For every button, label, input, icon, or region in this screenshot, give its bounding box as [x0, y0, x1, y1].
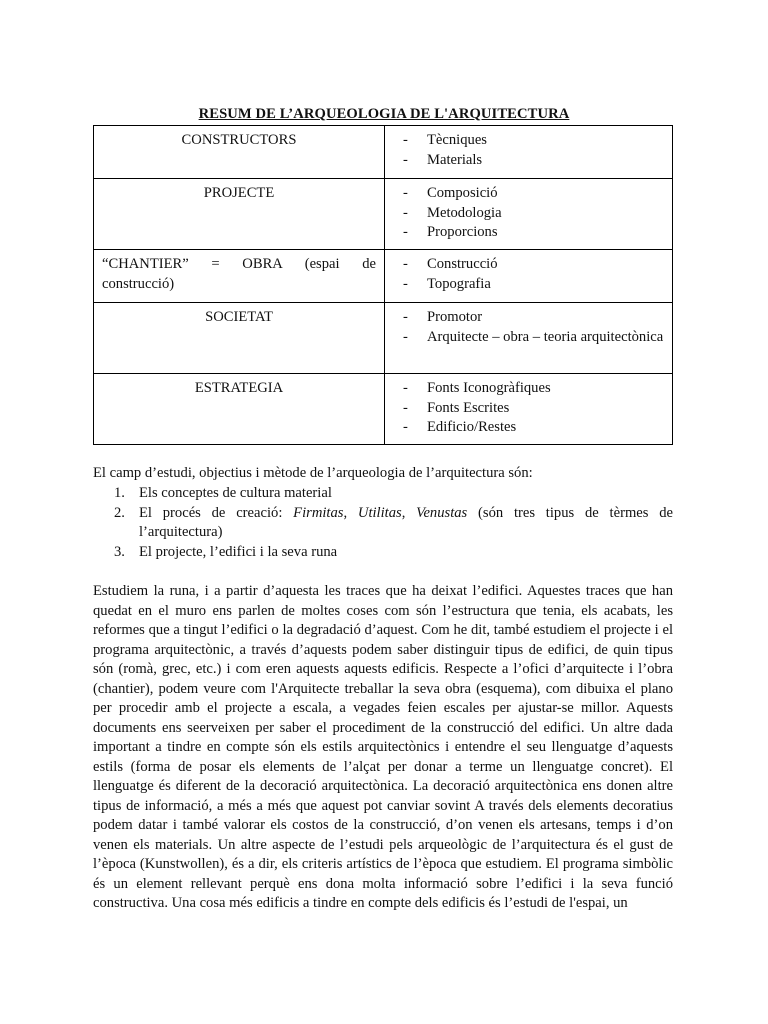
- intro-text: El camp d’estudi, objectius i mètode de l’arqueologia de l’arquitectura són:: [93, 465, 533, 481]
- page-title: RESUM DE L’ARQUEOLOGIA DE L'ARQUITECTURA: [198, 106, 570, 122]
- row-label: SOCIETAT: [94, 303, 385, 374]
- list-text: Els conceptes de cultura material: [139, 485, 332, 501]
- table-row: [94, 303, 673, 374]
- list-item: - Fonts Iconogràfiques: [393, 379, 664, 399]
- term-firmitas: Firmitas: [293, 504, 344, 521]
- numbered-list: [93, 484, 673, 562]
- term-venustas: Venustas: [416, 504, 468, 521]
- term-utilitas: Utilitas: [357, 504, 402, 521]
- list-item: - Proporcions: [393, 223, 664, 243]
- table-row: [94, 126, 673, 179]
- separator: ,: [343, 504, 358, 521]
- row-label: [94, 250, 385, 303]
- list-item: - Topografia: [393, 275, 664, 295]
- list-item: [93, 543, 673, 563]
- row-items: [385, 374, 673, 445]
- list-item: - Fonts Escrites: [393, 399, 664, 419]
- list-number: 3.: [114, 543, 125, 560]
- list-item: [93, 484, 673, 504]
- list-text: (són tres tipus de tèrmes de l’arquitectura): [139, 504, 674, 540]
- list-text: El projecte, l’edifici i la seva runa: [139, 543, 338, 560]
- list-item: - Edificio/Restes: [393, 418, 664, 438]
- row-label-line: “CHANTIER” = OBRA (espai de: [102, 256, 376, 272]
- list-item: - Materials: [393, 151, 664, 171]
- list-item: - Composició: [393, 184, 664, 204]
- row-label: CONSTRUCTORS: [94, 126, 385, 179]
- list-item: - Arquitecte – obra – teoria arquitectònica: [393, 328, 664, 348]
- list-number: 1.: [114, 485, 125, 501]
- row-items: [385, 179, 673, 250]
- row-items: [385, 303, 673, 374]
- row-label: ESTRATEGIA: [94, 374, 385, 445]
- list-text: El procés de creació:: [139, 504, 294, 521]
- list-item: - Promotor: [393, 308, 664, 328]
- table-row: [94, 374, 673, 445]
- list-item: - Construcció: [393, 255, 664, 275]
- list-number: 2.: [114, 504, 125, 521]
- separator: ,: [401, 504, 417, 521]
- row-label: PROJECTE: [94, 179, 385, 250]
- body-paragraph: Estudiem la runa, i a partir d’aquesta les traces que ha deixat l’edifici. Aquestes traces que han quedat en el muro ens parlen de moltes coses com són l’estructura que tenia, els acabats, les reformes que a tingut l’edifici o la degradació d’aquest. Com he dit, també estudiem el projecte i el programa arquitectònic, a través d’aquests podem saber distinguir tipus de edifici, de quin tipus són (romà, grec, etc.) i com eren aquests aquests edificis. Respecte a l’ofici d’arquitecte i l’obra (chantier), podem veure com l'Arquitecte treballar la seva obra (esquema), com dibuixa el plano per procedir amb el projecte a escala, a vegades feien escales per ajustar-se millor. Aquests documents ens seerveixen per saber el procediment de la construcció del edifici. Un altre dada important a tindre en compte són els estils arquitectònics i entendre el seu llenguatge d’aquests estils (forma de posar els elements de l’alçat per donar a terme un llenguatge concret). El llenguatge és diferent de la decoració arquitectònica. La decoració arquitectònica ens donen altre tipus de informació, a més a més que aquest pot canviar sovint A través dels elements decoratius podem datar i també valorar els costos de la construcció, d’on venen els artesans, temps i d’on venen els materials. Un altre aspecte de l’estudi pels arqueològic de l’arquitectura és el gust de l’època (Kunstwollen), és a dir, els criteris artístics de l’època que estudiem. El programa simbòlic és un element rellevant perquè ens dona molta informació sobre l’edifici i la seva funció constructiva. Una cosa més edificis a tindre en compte dels edificis és l’estudi de l'espai, un: [93, 583, 673, 911]
- row-label-line: construcció): [102, 275, 175, 292]
- table-row: [94, 179, 673, 250]
- list-item: - Metodologia: [393, 204, 664, 224]
- table-row: [94, 250, 673, 303]
- summary-table: [93, 125, 673, 445]
- row-items: [385, 126, 673, 179]
- row-items: [385, 250, 673, 303]
- list-item: [93, 504, 673, 543]
- list-item: - Tècniques: [393, 131, 664, 151]
